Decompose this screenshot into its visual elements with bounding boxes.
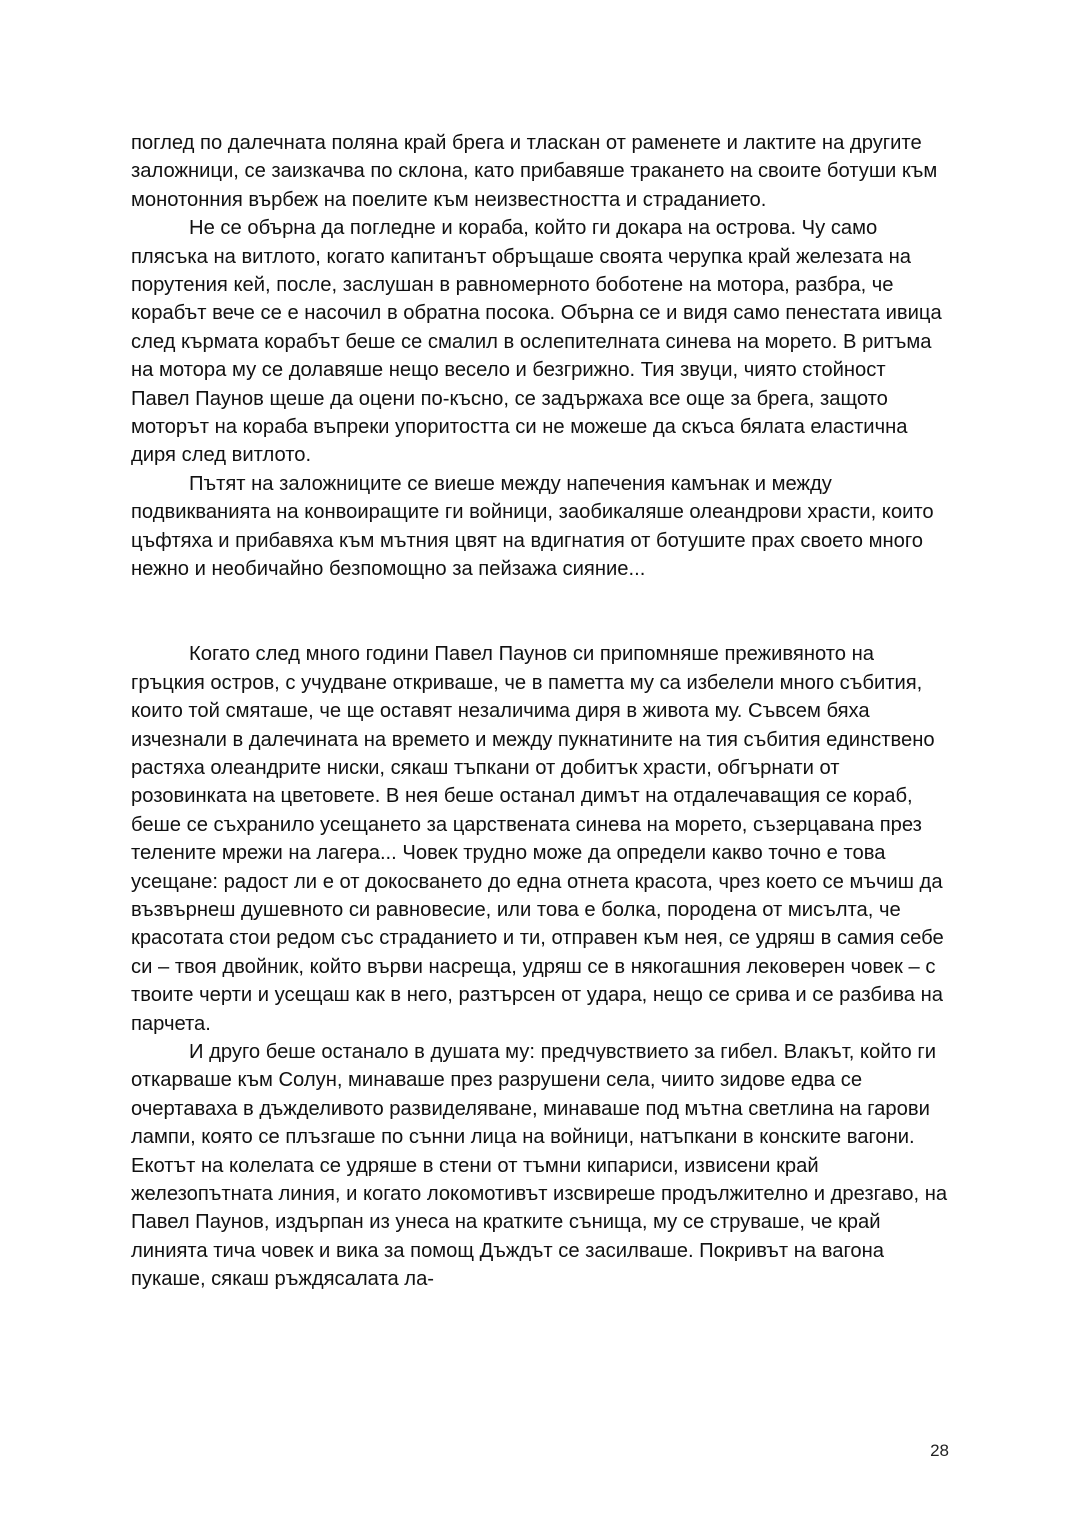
page-number: 28 (930, 1441, 949, 1460)
paragraph: И друго беше останало в душата му: предчувствието за гибел. Влакът, който ги откарваше към Солун, минаваше през разрушени села, чиито зидове едва се очертаваха в дъжделивото развиделяване, минаваше под мътна светлина на гарови лампи, която се плъзгаше по сънни лица на войници, натъпкани в конските вагони. Екотът на колелата се удряше в стени от тъмни кипариси, извисени край железопътната линия, и когато локомотивът изсвиреше продължително и дрезгаво, на Павел Паунов, издърпан из унеса на кратките сънища, му се струваше, че край линията тича човек и вика за помощ Дъждът се засилваше. Покривът на вагона пукаше, сякаш ръждясалата ла- (131, 1040, 948, 1291)
paragraph: Не се обърна да погледне и кораба, който ги докара на острова. Чу само плясъка на витлото, когато капитанът обръщаше своята черупка край железата на порутения кей, после, заслушан в равномерното боботене на мотора, разбра, че корабът вече се е насочил в обратна посока. Обърна се и видя само пенестата ивица след кърмата корабът беше се смалил в ослепителната синева на морето. В ритъма на мотора му се долавяше нещо весело и безгрижно. Тия звуци, чиято стойност Павел Паунов щеше да оцени по-късно, се задържаха все още за брега, защото моторът на кораба въпреки упоритостта си не можеше да скъса бялата еластична диря след витлото. (131, 217, 942, 467)
paragraph-continuation: поглед по далечната поляна край брега и тласкан от раменете и лактите на другите заложници, се заизкачва по склона, като прибавяше тракането на своите ботуши към монотонния върбеж на поелите към неизвестността и страданието. (131, 132, 938, 211)
paragraph: Когато след много години Павел Паунов си припомняше преживяното на гръцкия остров, с учудване откриваше, че в паметта му са избелели много събития, които той смяташе, че ще оставят незаличима диря в живота му. Съвсем бяха изчезнали в далечината на времето и между пукнатините на тия събития единствено растяха олеандрите ниски, сякаш тъпкани от добитък храсти, обгърнати от розовинката на цветовете. В нея беше останал димът на отдалечаващия се кораб, беше се съхранило усещането за царствената синева на морето, съзерцавана през телените мрежи на лагера... Човек трудно може да определи какво точно е това усещане: радост ли е от докосването до една отнета красота, чрез което се мъчиш да възвърнеш душевното си равновесие, или това е болка, породена от мисълта, че красотата стои редом със страданието и ти, отправен към нея, се удряш в самия себе си – твоя двойник, който върви насреща, удряш се в някогашния лековерен човек – с твоите черти и усещаш как в него, разтърсен от удара, нещо се срива и се разбива на парчета. (131, 643, 944, 1035)
paragraph: Пътят на заложниците се виеше между напечения камънак и между подвикванията на конвоиращите ги войници, заобикаляше олеандрови храсти, които цъфтяха и прибавяха към мътния цвят на вдигнатия от ботушите прах своето много нежно и необичайно безпомощно за пейзажа сияние... (131, 472, 934, 581)
section-break (131, 584, 949, 641)
body-text (131, 129, 949, 1294)
